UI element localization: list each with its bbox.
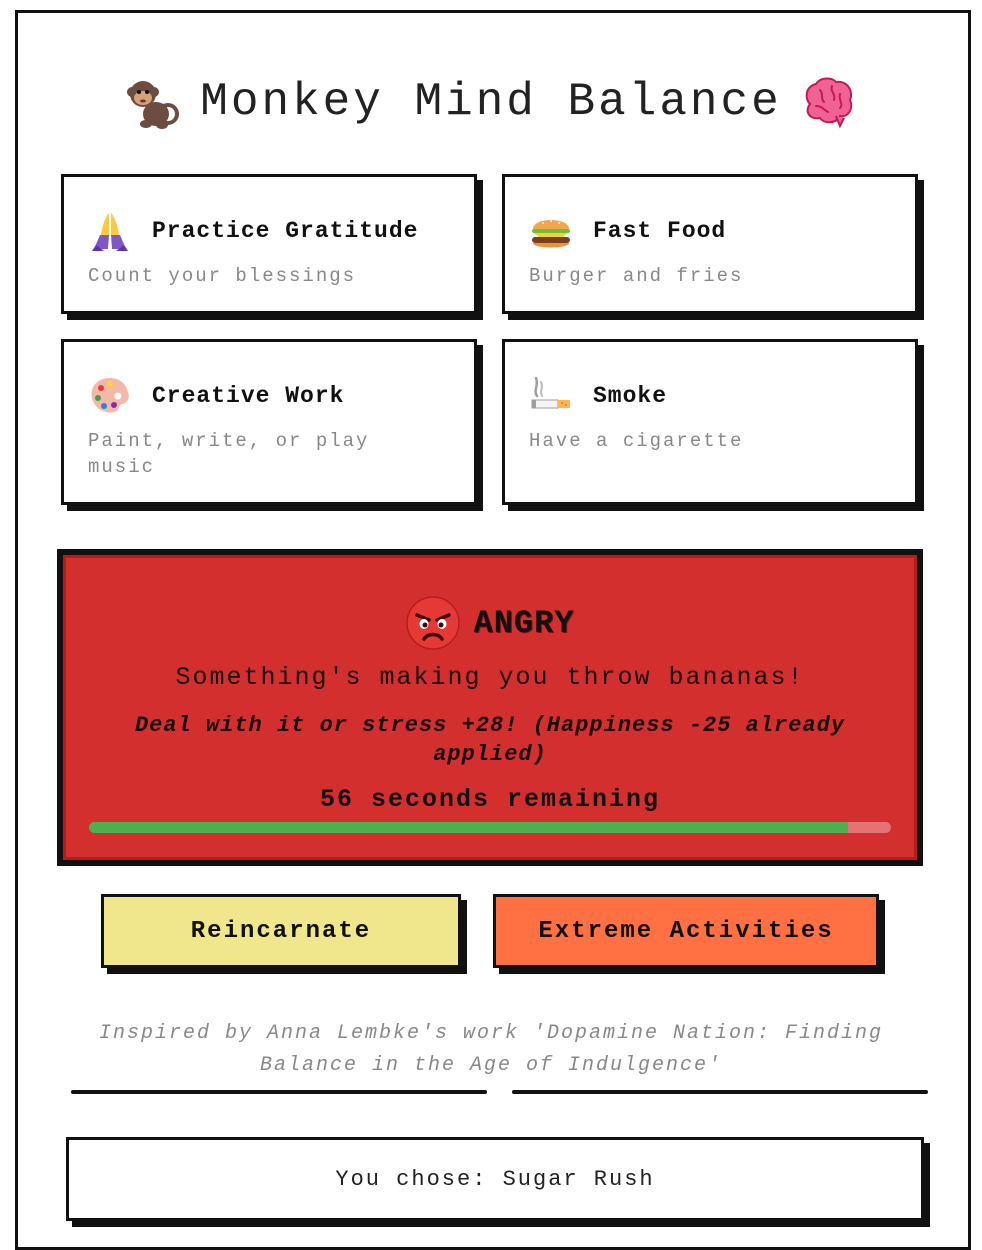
timer-progress-fill	[89, 822, 848, 833]
choice-text: You chose: Sugar Rush	[335, 1166, 655, 1192]
activity-card-practice-gratitude[interactable]	[61, 174, 477, 314]
timer-progress-bar	[89, 822, 891, 833]
mood-message: Something's making you throw bananas!	[175, 663, 805, 692]
extreme-activities-button[interactable]: Extreme Activities	[493, 894, 879, 968]
activity-card-creative-work[interactable]	[61, 339, 477, 505]
activity-card-fast-food[interactable]	[502, 174, 918, 314]
card-description: Count your blessings	[88, 265, 357, 287]
burger-icon	[529, 209, 573, 253]
card-header	[88, 209, 418, 253]
card-title: Creative Work	[152, 383, 345, 409]
monkey-icon	[126, 74, 182, 130]
divider-right	[512, 1090, 928, 1094]
app-title: Monkey Mind Balance	[200, 76, 782, 128]
cigarette-icon	[529, 374, 573, 418]
card-description: Paint, write, or play music	[88, 430, 370, 478]
activity-card-smoke[interactable]	[502, 339, 918, 505]
card-description: Have a cigarette	[529, 430, 744, 452]
card-title: Fast Food	[593, 218, 727, 244]
card-description: Burger and fries	[529, 265, 744, 287]
angry-face-icon	[405, 595, 461, 651]
mood-warning: Deal with it or stress +28! (Happiness -25 already applied)	[134, 713, 846, 767]
countdown-timer: 56 seconds remaining	[319, 785, 661, 814]
mood-alert-panel	[57, 549, 923, 866]
choice-result	[66, 1137, 924, 1221]
divider-left	[71, 1090, 487, 1094]
card-header	[88, 374, 344, 418]
card-header	[529, 374, 667, 418]
card-header	[529, 209, 726, 253]
credit-text: Inspired by Anna Lembke's work 'Dopamine Nation: Finding Balance in the Age of Indulgence'	[98, 1022, 884, 1077]
mood-label: ANGRY	[473, 604, 575, 642]
reincarnate-button[interactable]: Reincarnate	[101, 894, 461, 968]
card-title: Smoke	[593, 383, 668, 409]
card-title: Practice Gratitude	[152, 218, 419, 244]
palette-icon	[88, 374, 132, 418]
praying-hands-icon	[88, 209, 132, 253]
mood-header	[63, 595, 917, 651]
app-header	[0, 72, 982, 132]
brain-icon	[800, 74, 856, 130]
